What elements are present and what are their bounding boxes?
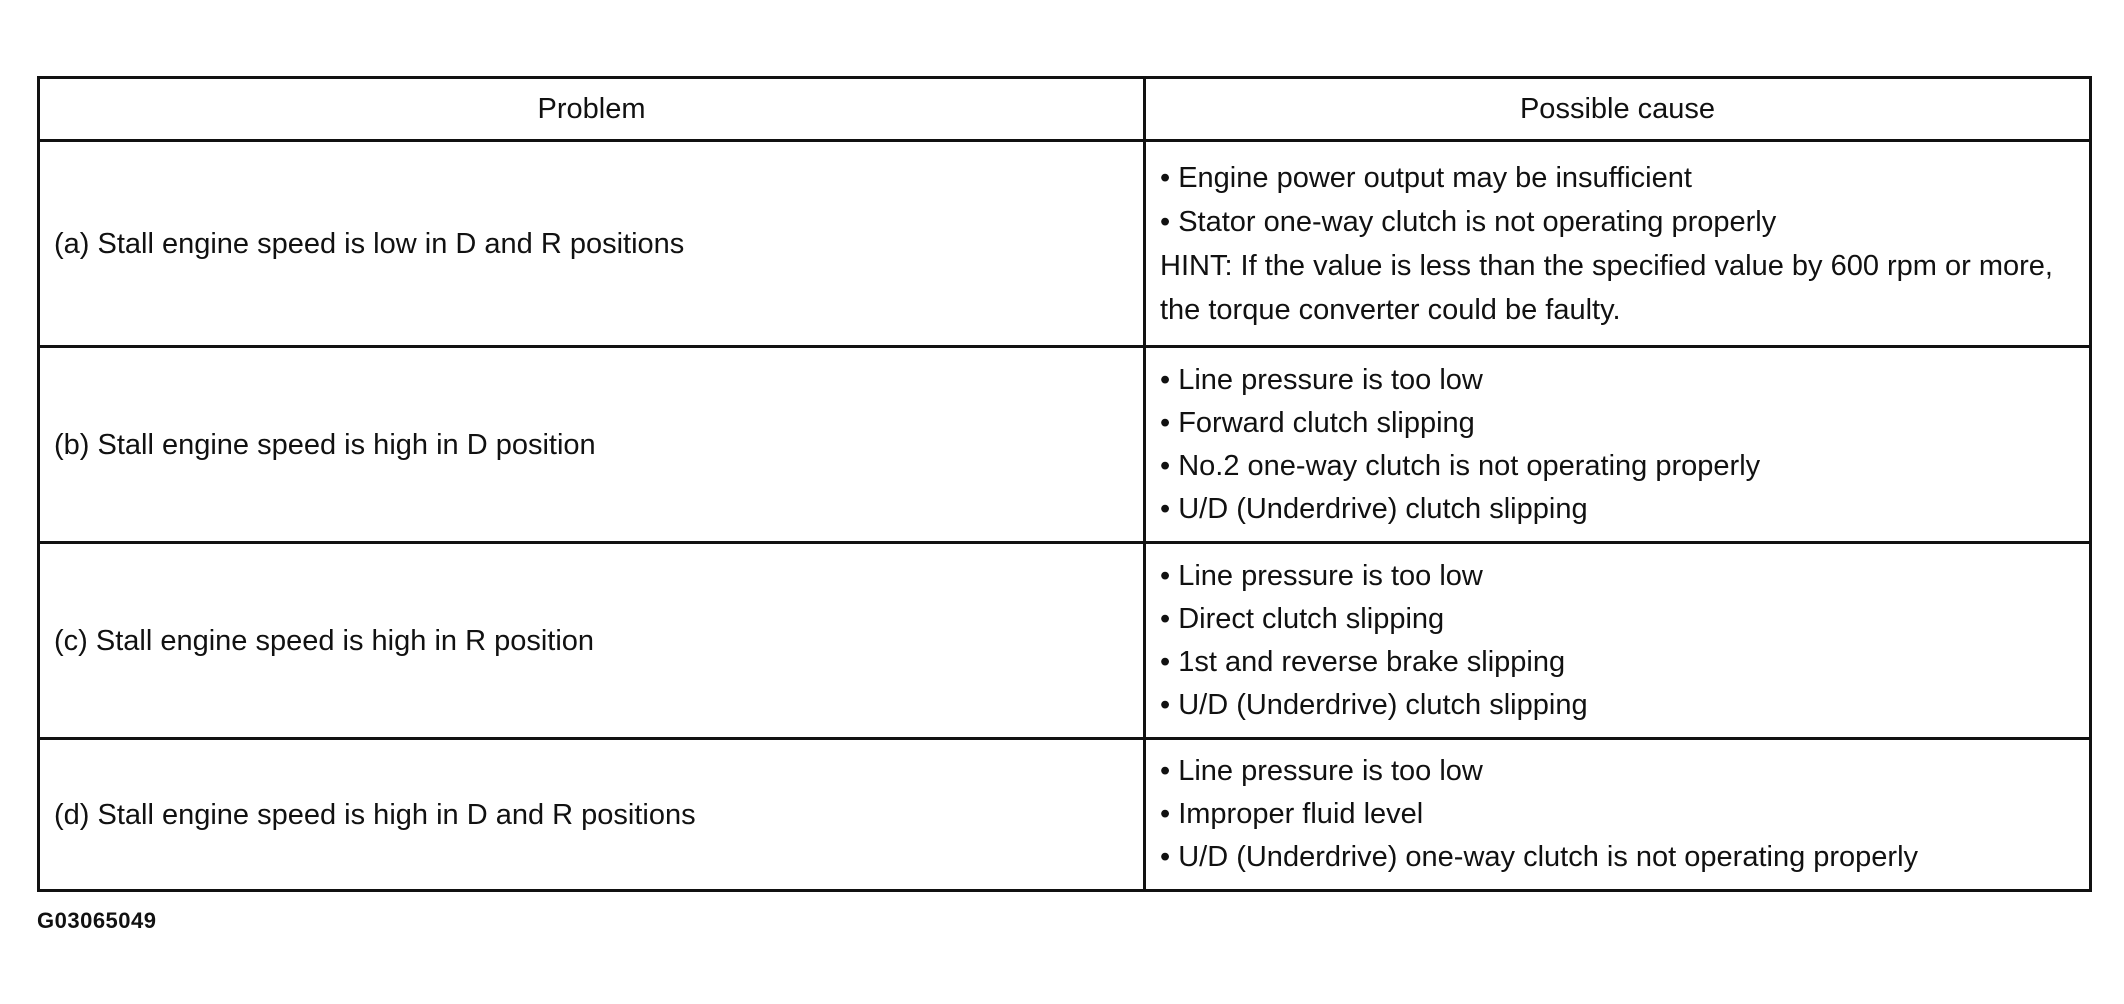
diagnosis-table: [37, 76, 2092, 892]
problem-cell: (b) Stall engine speed is high in D position: [39, 347, 1145, 543]
cause-item: • No.2 one-way clutch is not operating properly: [1160, 449, 1761, 482]
problem-cell: (d) Stall engine speed is high in D and R positions: [39, 739, 1145, 891]
problem-cell: (c) Stall engine speed is high in R position: [39, 543, 1145, 739]
problem-cell: (a) Stall engine speed is low in D and R positions: [39, 141, 1145, 347]
cause-item: • Line pressure is too low: [1160, 559, 1483, 592]
hint-text: HINT: If the value is less than the specified value by 600 rpm or more, the torque converter could be faulty.: [1160, 249, 2053, 326]
cause-item: • 1st and reverse brake slipping: [1160, 645, 1566, 678]
cause-cell: [1145, 347, 2091, 543]
cause-item: • U/D (Underdrive) clutch slipping: [1160, 492, 1588, 525]
table-row: [39, 739, 2091, 891]
figure-code: G03065049: [37, 908, 157, 933]
table-row: [39, 347, 2091, 543]
cause-item: • Forward clutch slipping: [1160, 406, 1475, 439]
cause-cell: [1145, 739, 2091, 891]
cause-item: • Direct clutch slipping: [1160, 602, 1445, 635]
table-row: [39, 543, 2091, 739]
cause-item: • U/D (Underdrive) one-way clutch is not operating properly: [1160, 841, 1919, 873]
table-header-row: [39, 78, 2091, 141]
cause-item: • Improper fluid level: [1160, 798, 1424, 830]
cause-item: • Stator one-way clutch is not operating properly: [1160, 205, 1777, 238]
cause-item: • Line pressure is too low: [1160, 363, 1483, 396]
cause-cell: [1145, 141, 2091, 347]
cause-item: • U/D (Underdrive) clutch slipping: [1160, 688, 1588, 721]
cause-item: • Line pressure is too low: [1160, 755, 1483, 787]
column-header-problem: Problem: [39, 78, 1145, 141]
table-row: [39, 141, 2091, 347]
column-header-possible-cause: Possible cause: [1145, 78, 2091, 141]
cause-cell: [1145, 543, 2091, 739]
cause-item: • Engine power output may be insufficient: [1160, 161, 1692, 194]
